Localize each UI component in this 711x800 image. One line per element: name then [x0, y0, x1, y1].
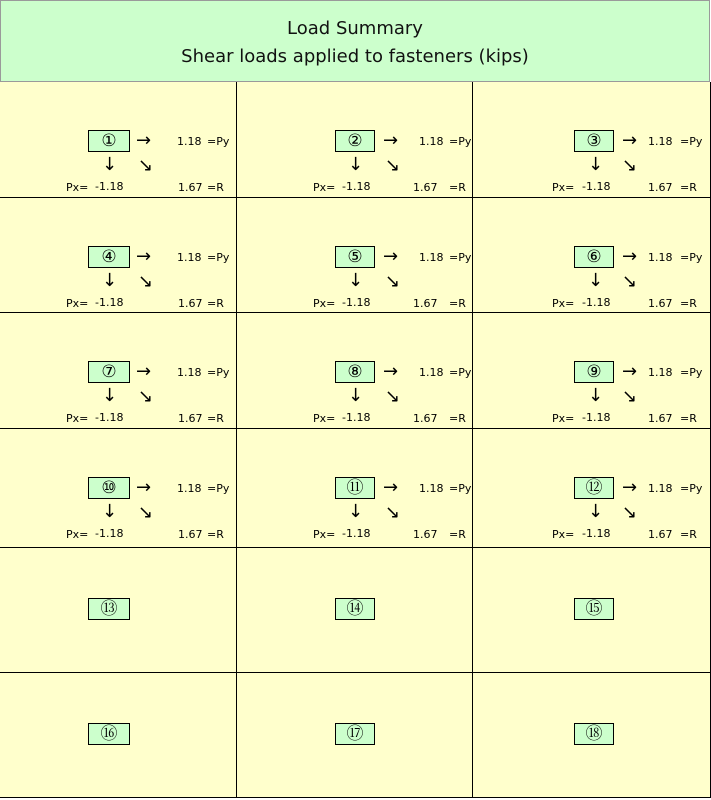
- right-arrow-icon: →: [383, 130, 399, 151]
- r-label: =R: [680, 181, 697, 194]
- px-label: Px=: [66, 181, 89, 194]
- r-value: 1.67: [648, 412, 673, 425]
- fastener-box[interactable]: ⑬: [88, 598, 130, 620]
- py-value: 1.18: [177, 251, 202, 264]
- fastener-box[interactable]: ⑩: [88, 477, 130, 499]
- down-arrow-icon: ↓: [102, 270, 118, 291]
- py-label: =Py: [449, 482, 472, 495]
- diagonal-arrow-icon: ↘: [385, 502, 401, 523]
- fastener-box[interactable]: ⑥: [574, 246, 614, 268]
- px-value: -1.18: [342, 180, 371, 193]
- diagonal-arrow-icon: ↘: [138, 155, 154, 176]
- right-arrow-icon: →: [622, 246, 638, 267]
- fastener-box[interactable]: ③: [574, 130, 614, 152]
- r-value: 1.67: [648, 181, 673, 194]
- r-label: =R: [449, 297, 466, 310]
- px-label: Px=: [313, 297, 336, 310]
- r-value: 1.67: [413, 528, 438, 541]
- r-value: 1.67: [178, 412, 203, 425]
- diagonal-arrow-icon: ↘: [622, 386, 638, 407]
- py-value: 1.18: [419, 482, 444, 495]
- py-label: =Py: [680, 366, 703, 379]
- r-label: =R: [680, 528, 697, 541]
- r-value: 1.67: [413, 412, 438, 425]
- px-label: Px=: [313, 528, 336, 541]
- fastener-box[interactable]: ⑱: [574, 723, 614, 745]
- px-value: -1.18: [582, 411, 611, 424]
- right-arrow-icon: →: [383, 246, 399, 267]
- fastener-box[interactable]: ⑤: [335, 246, 375, 268]
- right-arrow-icon: →: [136, 130, 152, 151]
- fastener-box[interactable]: ④: [88, 246, 130, 268]
- diagonal-arrow-icon: ↘: [622, 271, 638, 292]
- r-value: 1.67: [413, 297, 438, 310]
- down-arrow-icon: ↓: [102, 501, 118, 522]
- fastener-box[interactable]: ⑰: [335, 723, 375, 745]
- r-label: =R: [449, 528, 466, 541]
- py-value: 1.18: [419, 135, 444, 148]
- px-label: Px=: [552, 412, 575, 425]
- px-label: Px=: [66, 412, 89, 425]
- py-label: =Py: [449, 251, 472, 264]
- header-cell[interactable]: [0, 0, 710, 82]
- fastener-box[interactable]: ⑭: [335, 598, 375, 620]
- px-value: -1.18: [582, 296, 611, 309]
- px-value: -1.18: [582, 527, 611, 540]
- down-arrow-icon: ↓: [588, 154, 604, 175]
- fastener-box[interactable]: ①: [88, 130, 130, 152]
- down-arrow-icon: ↓: [102, 154, 118, 175]
- py-value: 1.18: [177, 135, 202, 148]
- px-label: Px=: [66, 528, 89, 541]
- diagonal-arrow-icon: ↘: [138, 502, 154, 523]
- down-arrow-icon: ↓: [348, 501, 364, 522]
- px-value: -1.18: [95, 180, 124, 193]
- py-label: =Py: [680, 135, 703, 148]
- px-value: -1.18: [342, 411, 371, 424]
- py-value: 1.18: [648, 366, 673, 379]
- py-value: 1.18: [419, 366, 444, 379]
- right-arrow-icon: →: [136, 246, 152, 267]
- right-arrow-icon: →: [622, 361, 638, 382]
- py-label: =Py: [207, 482, 230, 495]
- px-value: -1.18: [582, 180, 611, 193]
- py-value: 1.18: [648, 135, 673, 148]
- sheet-title: Load Summary: [287, 18, 423, 39]
- diagonal-arrow-icon: ↘: [385, 155, 401, 176]
- right-arrow-icon: →: [622, 130, 638, 151]
- py-label: =Py: [449, 366, 472, 379]
- right-arrow-icon: →: [383, 361, 399, 382]
- r-value: 1.67: [413, 181, 438, 194]
- fastener-box[interactable]: ⑮: [574, 598, 614, 620]
- r-label: =R: [207, 412, 224, 425]
- py-label: =Py: [207, 366, 230, 379]
- r-label: =R: [207, 181, 224, 194]
- r-label: =R: [680, 412, 697, 425]
- px-value: -1.18: [95, 527, 124, 540]
- py-label: =Py: [207, 251, 230, 264]
- down-arrow-icon: ↓: [348, 270, 364, 291]
- px-label: Px=: [552, 528, 575, 541]
- down-arrow-icon: ↓: [102, 385, 118, 406]
- px-label: Px=: [313, 412, 336, 425]
- diagonal-arrow-icon: ↘: [385, 386, 401, 407]
- px-value: -1.18: [342, 296, 371, 309]
- diagonal-arrow-icon: ↘: [138, 386, 154, 407]
- px-label: Px=: [552, 181, 575, 194]
- fastener-box[interactable]: ⑦: [88, 361, 130, 383]
- diagonal-arrow-icon: ↘: [138, 271, 154, 292]
- px-label: Px=: [66, 297, 89, 310]
- r-label: =R: [449, 412, 466, 425]
- down-arrow-icon: ↓: [348, 154, 364, 175]
- py-value: 1.18: [648, 251, 673, 264]
- py-value: 1.18: [419, 251, 444, 264]
- px-value: -1.18: [95, 411, 124, 424]
- py-label: =Py: [449, 135, 472, 148]
- px-label: Px=: [552, 297, 575, 310]
- r-value: 1.67: [178, 297, 203, 310]
- fastener-box[interactable]: ②: [335, 130, 375, 152]
- py-label: =Py: [680, 251, 703, 264]
- fastener-box[interactable]: ⑪: [335, 477, 375, 499]
- right-arrow-icon: →: [383, 477, 399, 498]
- py-value: 1.18: [177, 482, 202, 495]
- sheet-subtitle: Shear loads applied to fasteners (kips): [181, 46, 529, 67]
- py-label: =Py: [207, 135, 230, 148]
- down-arrow-icon: ↓: [588, 385, 604, 406]
- px-value: -1.18: [342, 527, 371, 540]
- fastener-box[interactable]: ⑧: [335, 361, 375, 383]
- py-value: 1.18: [177, 366, 202, 379]
- fastener-box[interactable]: ⑨: [574, 361, 614, 383]
- down-arrow-icon: ↓: [588, 501, 604, 522]
- down-arrow-icon: ↓: [348, 385, 364, 406]
- fastener-box[interactable]: ⑫: [574, 477, 614, 499]
- py-label: =Py: [680, 482, 703, 495]
- right-arrow-icon: →: [136, 477, 152, 498]
- fastener-box[interactable]: ⑯: [88, 723, 130, 745]
- r-value: 1.67: [648, 297, 673, 310]
- diagonal-arrow-icon: ↘: [622, 155, 638, 176]
- px-value: -1.18: [95, 296, 124, 309]
- r-label: =R: [680, 297, 697, 310]
- down-arrow-icon: ↓: [588, 270, 604, 291]
- r-label: =R: [207, 528, 224, 541]
- r-value: 1.67: [648, 528, 673, 541]
- diagonal-arrow-icon: ↘: [385, 271, 401, 292]
- right-arrow-icon: →: [622, 477, 638, 498]
- right-arrow-icon: →: [136, 361, 152, 382]
- py-value: 1.18: [648, 482, 673, 495]
- px-label: Px=: [313, 181, 336, 194]
- r-value: 1.67: [178, 181, 203, 194]
- r-label: =R: [207, 297, 224, 310]
- r-value: 1.67: [178, 528, 203, 541]
- r-label: =R: [449, 181, 466, 194]
- diagonal-arrow-icon: ↘: [622, 502, 638, 523]
